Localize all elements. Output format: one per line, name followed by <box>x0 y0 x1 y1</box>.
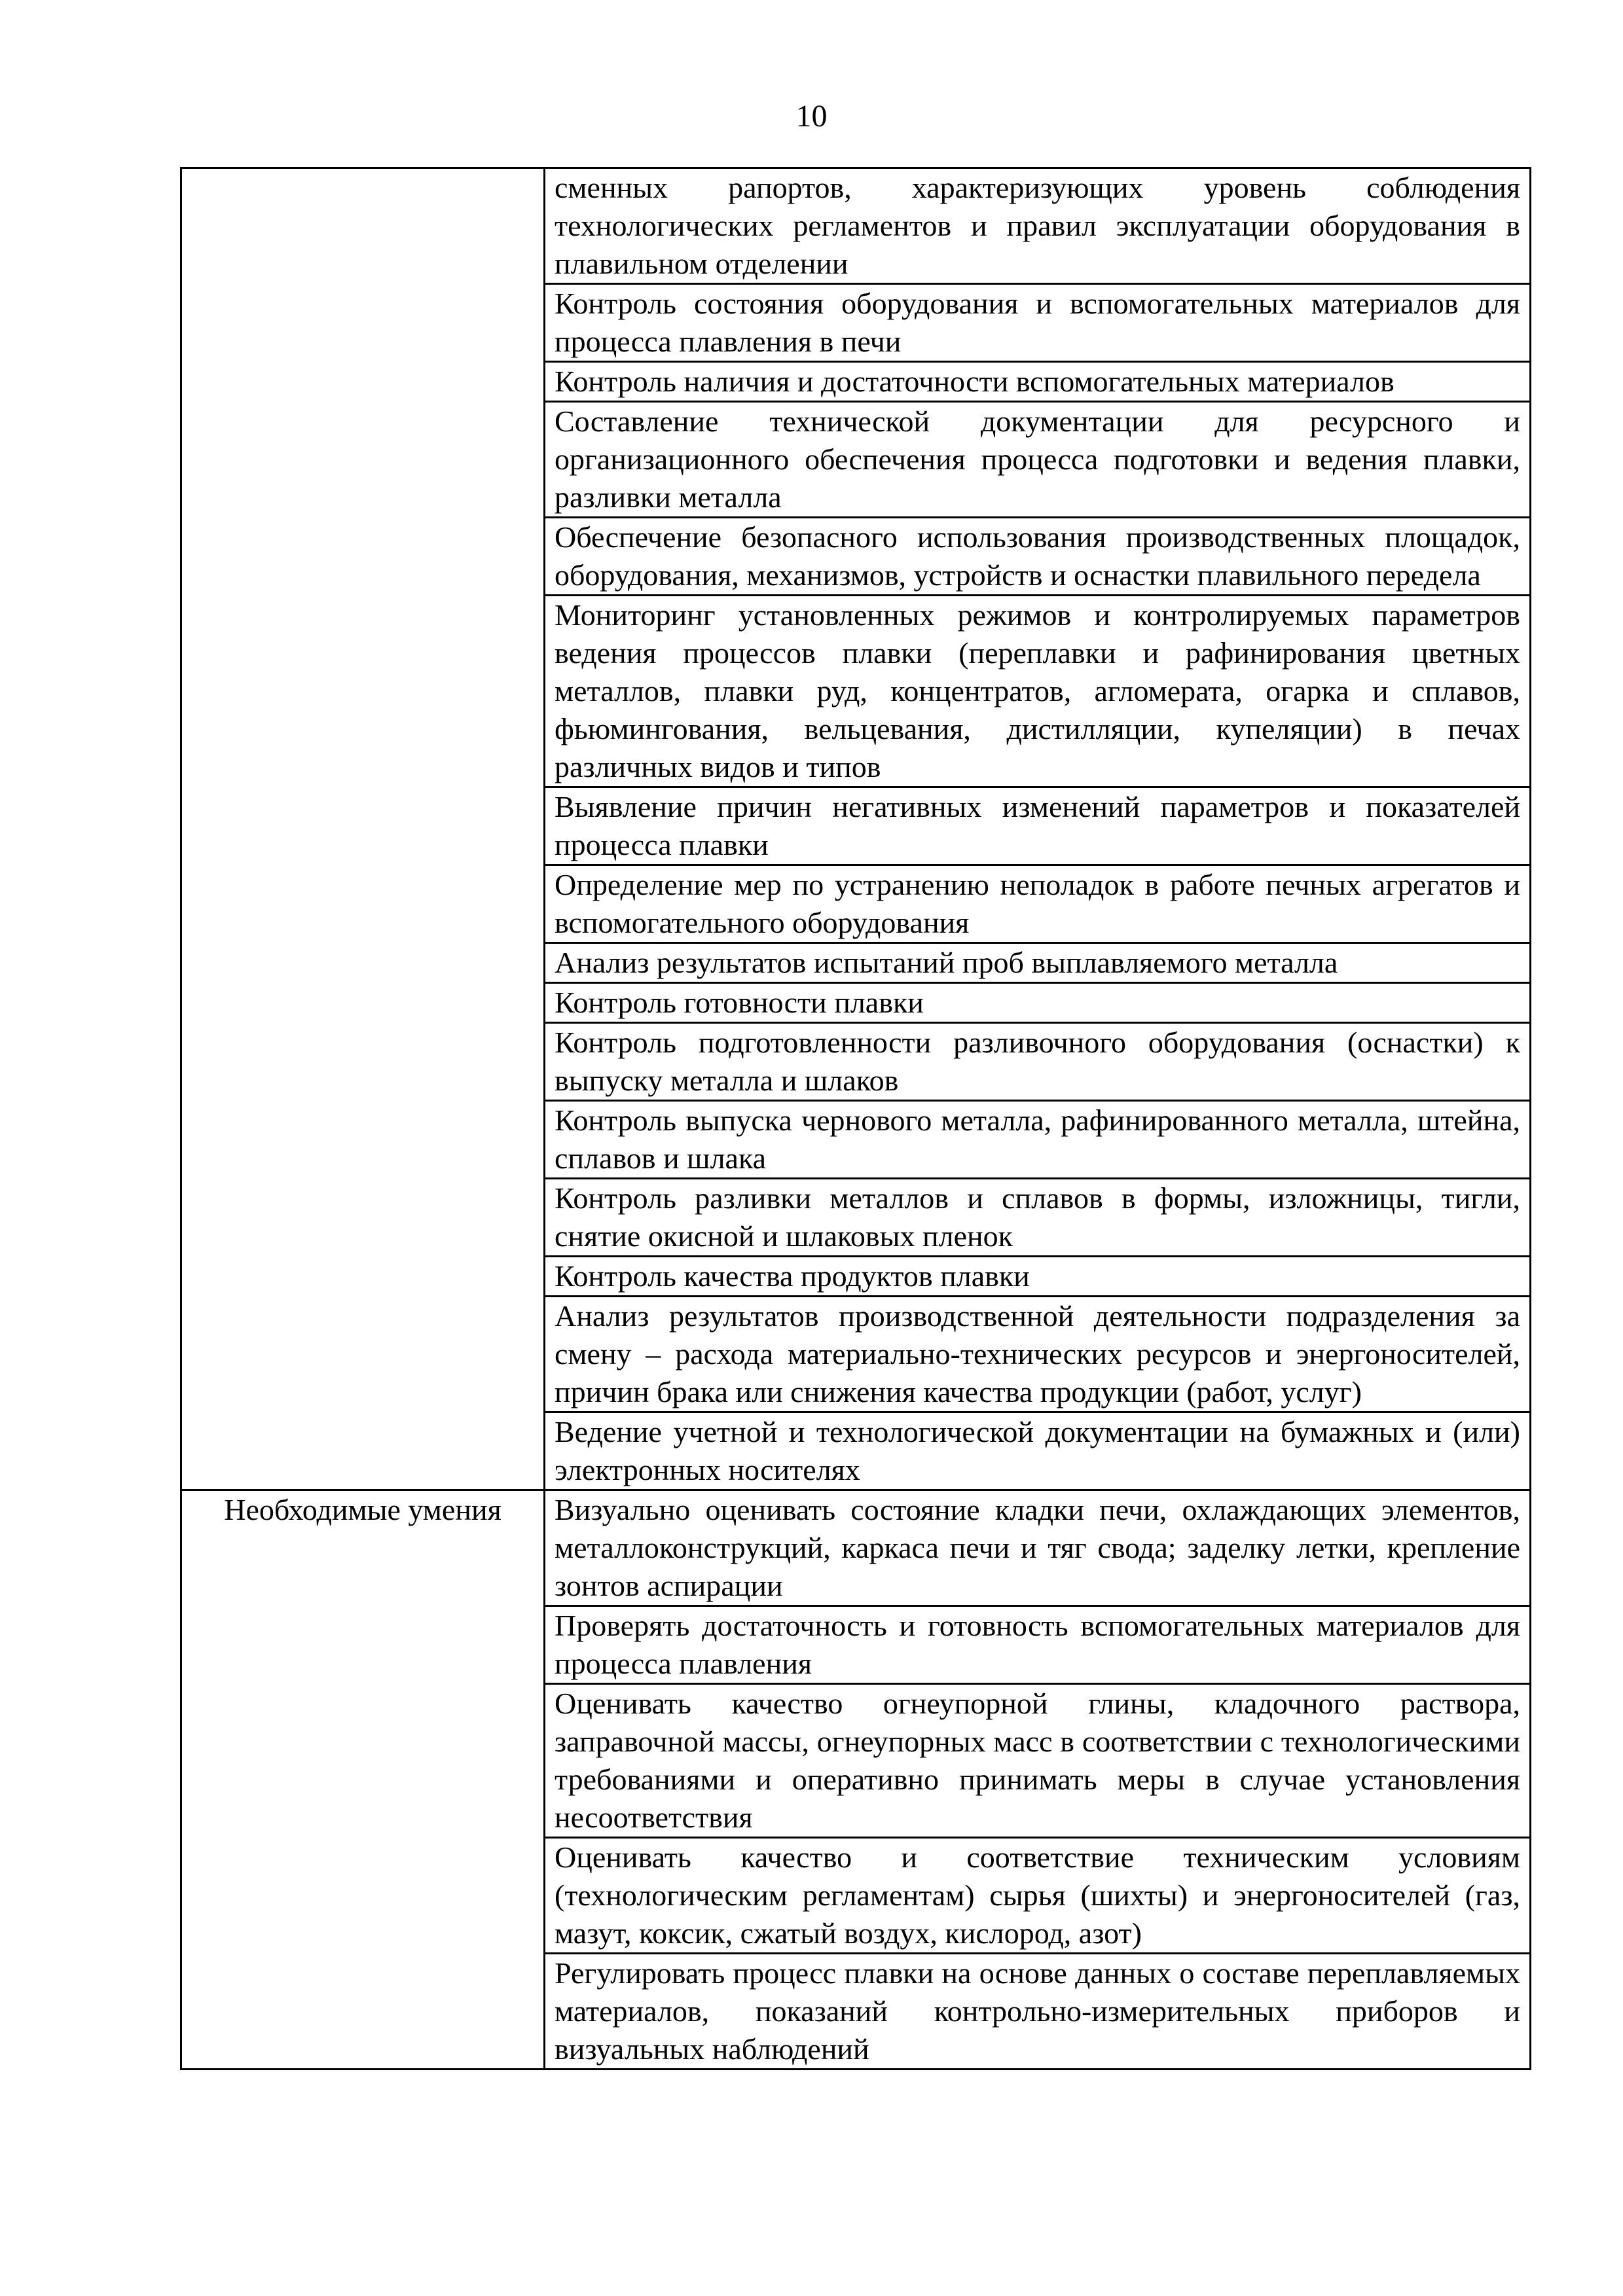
labor-action-item: Мониторинг установленных режимов и контролируемых параметров ведения процессов плавки (переплавки и рафинирования цветных металлов, плавки руд, концентратов, агломерата, огарка и сплавов, фьюмингования, вельцевания, дистилляции, купеляции) в печах различных видов и типов <box>545 596 1531 787</box>
labor-action-item: Контроль разливки металлов и сплавов в формы, изложницы, тигли, снятие окисной и шлаковых пленок <box>545 1179 1531 1257</box>
labor-actions-label-cell <box>181 168 545 1490</box>
labor-action-item: Анализ результатов производственной деятельности подразделения за смену – расхода материально-технических ресурсов и энергоносителей, причин брака или снижения качества продукции (работ, услуг) <box>545 1297 1531 1412</box>
labor-action-item: Контроль качества продуктов плавки <box>545 1257 1531 1297</box>
labor-action-item: Обеспечение безопасного использования производственных площадок, оборудования, механизмов, устройств и оснастки плавильного передела <box>545 518 1531 596</box>
labor-action-item: Контроль подготовленности разливочного оборудования (оснастки) к выпуску металла и шлаков <box>545 1023 1531 1101</box>
table-row <box>181 1490 1531 1606</box>
requirements-table <box>180 167 1531 2070</box>
skill-item: Проверять достаточность и готовность вспомогательных материалов для процесса плавления <box>545 1606 1531 1684</box>
labor-action-item: Контроль готовности плавки <box>545 983 1531 1023</box>
table-row <box>181 168 1531 284</box>
skill-item: Регулировать процесс плавки на основе данных о составе переплавляемых материалов, показаний контрольно-измерительных приборов и визуальных наблюдений <box>545 1954 1531 2070</box>
labor-action-item: Ведение учетной и технологической документации на бумажных и (или) электронных носителях <box>545 1412 1531 1490</box>
labor-action-item: сменных рапортов, характеризующих уровень соблюдения технологических регламентов и правил эксплуатации оборудования в плавильном отделении <box>545 168 1531 284</box>
page-number: 10 <box>795 99 828 134</box>
labor-action-item: Определение мер по устранению неполадок в работе печных агрегатов и вспомогательного оборудования <box>545 865 1531 943</box>
labor-action-item: Составление технической документации для ресурсного и организационного обеспечения процесса подготовки и ведения плавки, разливки металла <box>545 402 1531 518</box>
labor-action-item: Контроль состояния оборудования и вспомогательных материалов для процесса плавления в печи <box>545 284 1531 362</box>
skills-label-cell: Необходимые умения <box>181 1490 545 2070</box>
labor-action-item: Выявление причин негативных изменений параметров и показателей процесса плавки <box>545 787 1531 865</box>
skill-item: Оценивать качество огнеупорной глины, кладочного раствора, заправочной массы, огнеупорных масс в соответствии с технологическими требованиями и оперативно принимать меры в случае установления несоответствия <box>545 1684 1531 1838</box>
labor-action-item: Анализ результатов испытаний проб выплавляемого металла <box>545 943 1531 983</box>
skill-item: Оценивать качество и соответствие техническим условиям (технологическим регламентам) сырья (шихты) и энергоносителей (газ, мазут, коксик, сжатый воздух, кислород, азот) <box>545 1838 1531 1954</box>
labor-action-item: Контроль наличия и достаточности вспомогательных материалов <box>545 362 1531 402</box>
labor-action-item: Контроль выпуска чернового металла, рафинированного металла, штейна, сплавов и шлака <box>545 1101 1531 1179</box>
skill-item: Визуально оценивать состояние кладки печи, охлаждающих элементов, металлоконструкций, каркаса печи и тяг свода; заделку летки, крепление зонтов аспирации <box>545 1490 1531 1606</box>
